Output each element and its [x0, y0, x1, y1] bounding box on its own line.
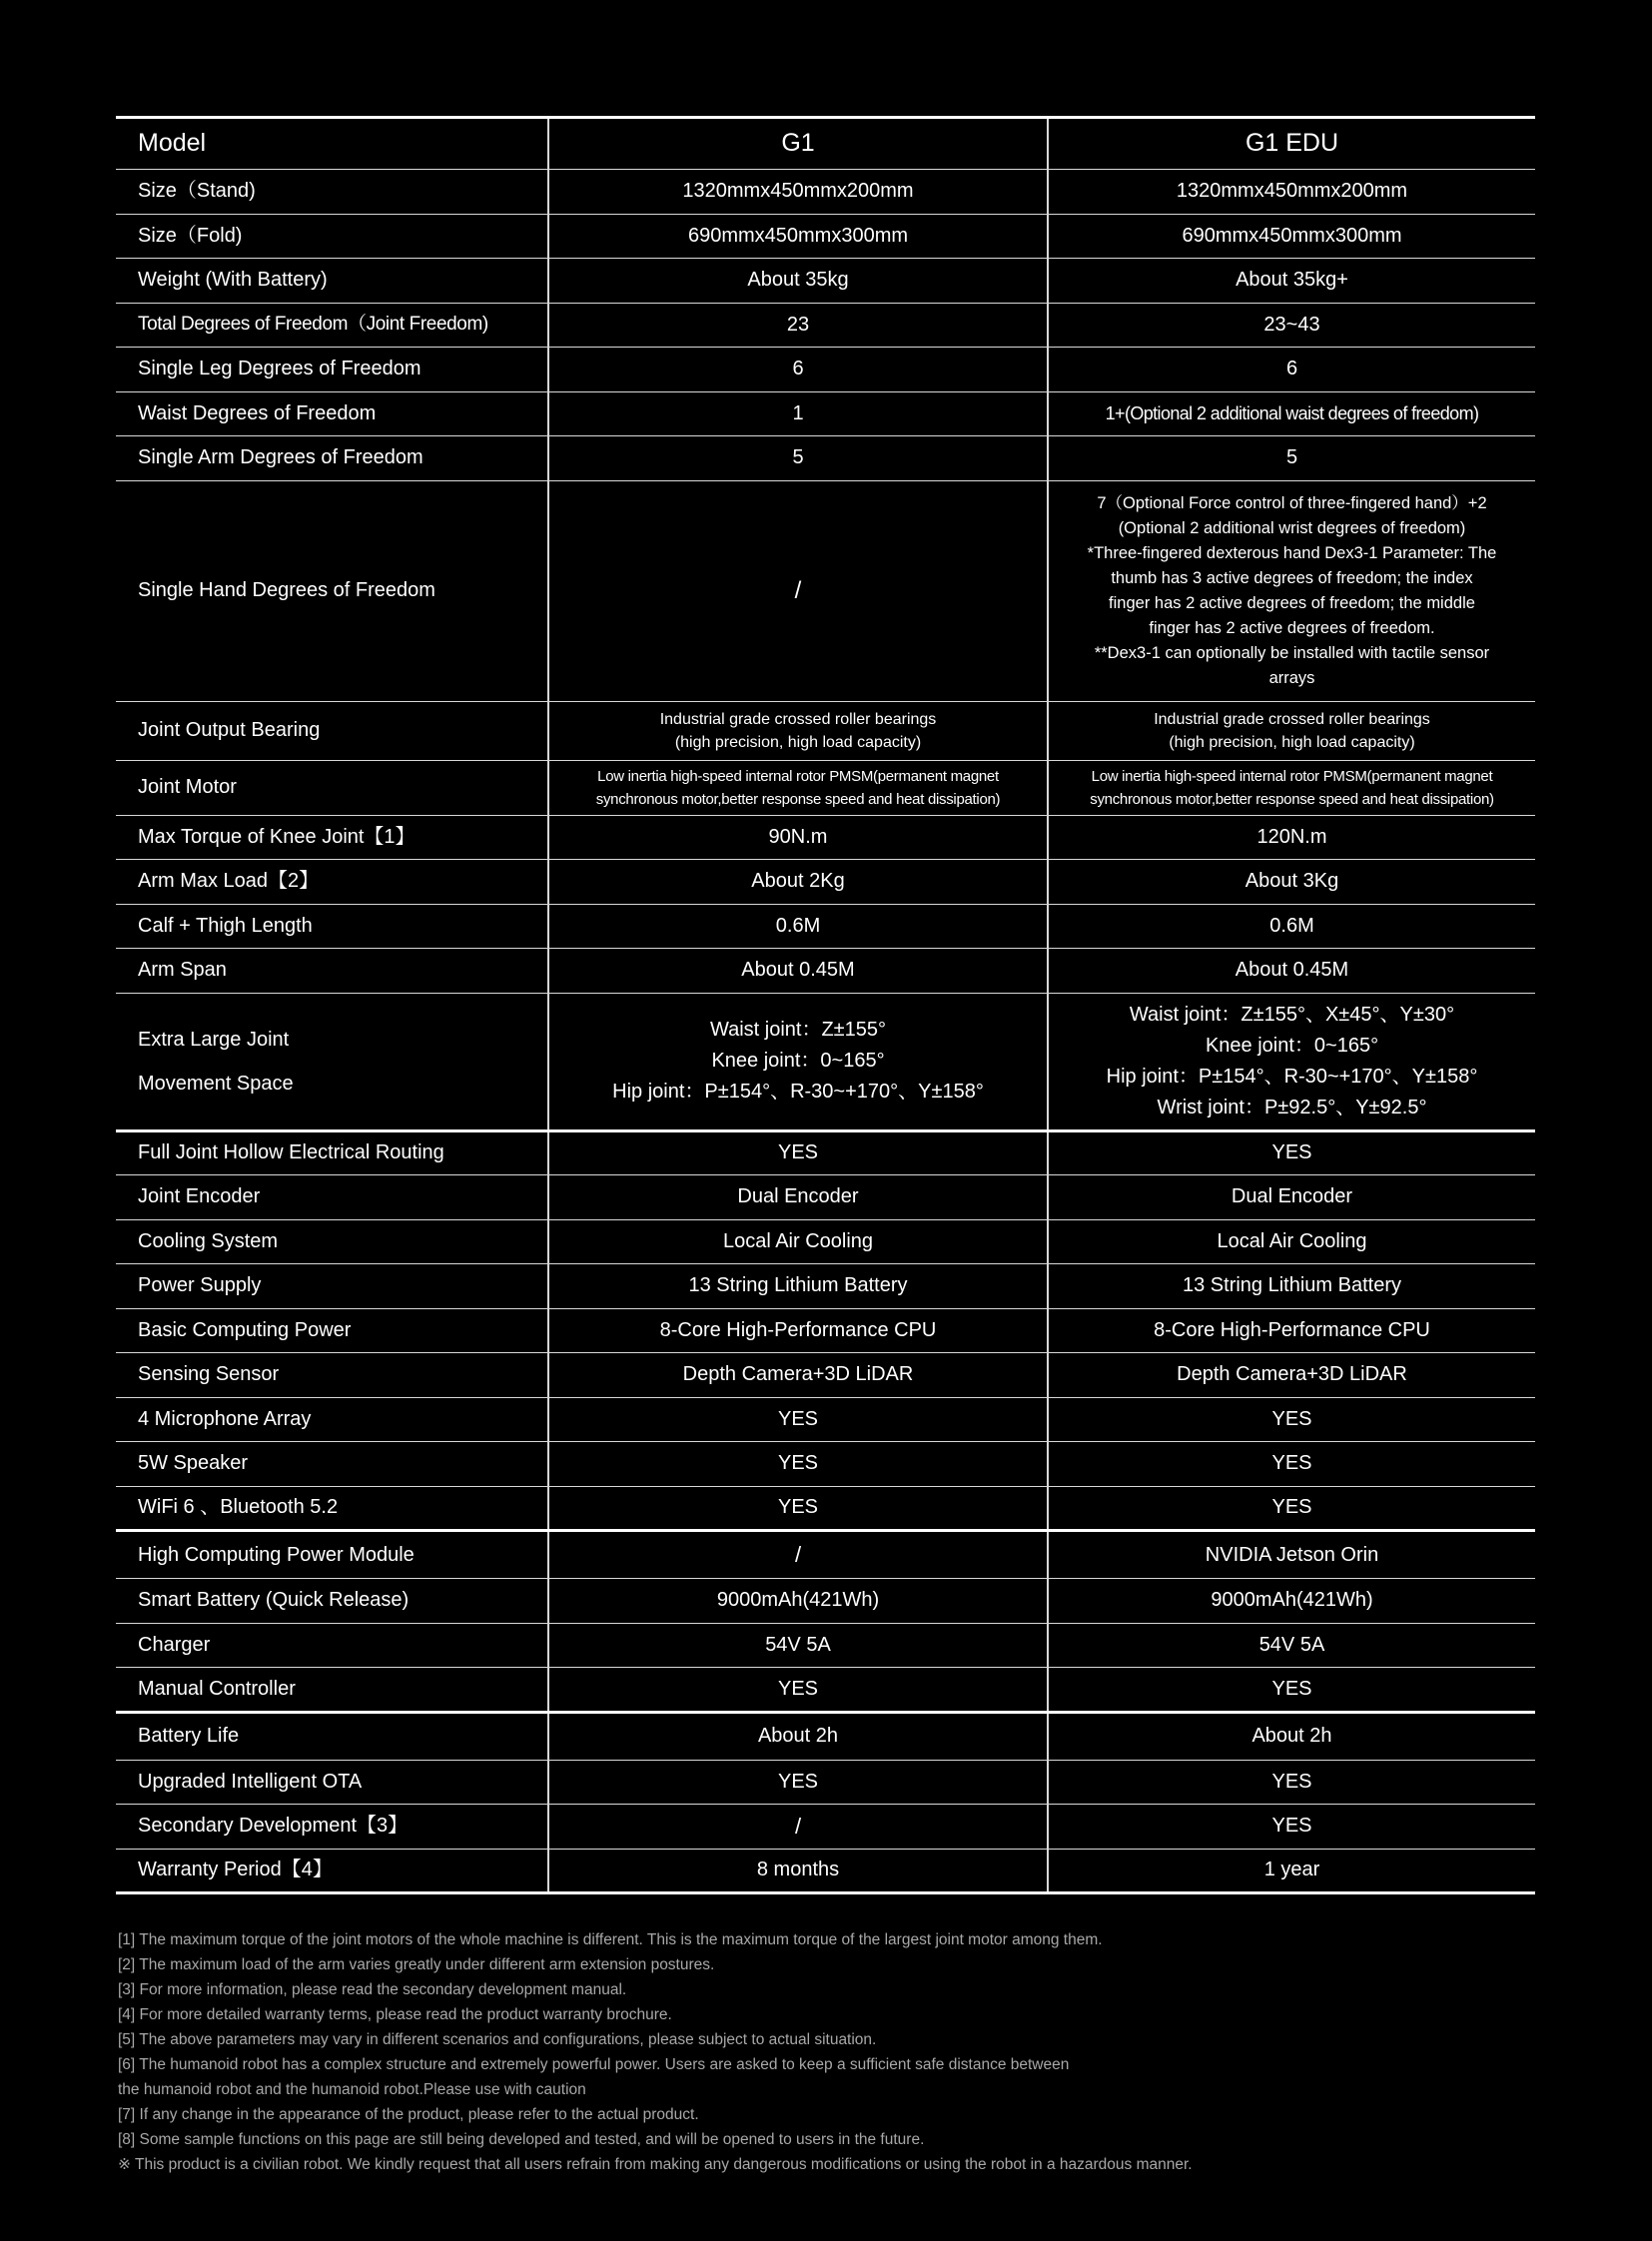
footnote: [4] For more detailed warranty terms, please read the product warranty brochure. — [118, 2006, 672, 2023]
g1-value: Depth Camera+3D LiDAR — [548, 1353, 1048, 1398]
g1-value: YES — [548, 1668, 1048, 1713]
header-row — [116, 118, 1535, 170]
cell-line: Hip joint：P±154°、R-30~+170°、Y±158° — [612, 1081, 984, 1103]
g1-value: 23 — [548, 303, 1048, 348]
edu-value: YES — [1048, 1442, 1535, 1487]
header-g1-edu: G1 EDU — [1048, 118, 1535, 170]
edu-value: About 35kg+ — [1048, 259, 1535, 304]
g1-value: 5 — [548, 436, 1048, 481]
cell-line: Low inertia high-speed internal rotor PMSM(permanent magnet — [1091, 767, 1493, 785]
edu-value: About 2h — [1048, 1712, 1535, 1760]
row-label: Single Hand Degrees of Freedom — [116, 480, 548, 701]
g1-value — [548, 701, 1048, 760]
edu-value: 23~43 — [1048, 303, 1535, 348]
edu-value: Local Air Cooling — [1048, 1219, 1535, 1264]
cell-line: *Three-fingered dexterous hand Dex3-1 Parameter: The — [1087, 543, 1497, 562]
table-row — [116, 993, 1535, 1130]
edu-value — [1048, 701, 1535, 760]
g1-value: 1320mmx450mmx200mm — [548, 170, 1048, 215]
table-row — [116, 436, 1535, 481]
footnotes — [118, 1927, 1416, 2177]
footnote: [8] Some sample functions on this page are still being developed and tested, and will be opened to users in the future. — [118, 2131, 925, 2148]
edu-value: 9000mAh(421Wh) — [1048, 1579, 1535, 1624]
header-model: Model — [116, 118, 548, 170]
edu-value: NVIDIA Jetson Orin — [1048, 1531, 1535, 1579]
g1-value: 13 String Lithium Battery — [548, 1264, 1048, 1309]
g1-value: 54V 5A — [548, 1623, 1048, 1668]
row-label: Arm Span — [116, 949, 548, 994]
table-row — [116, 1849, 1535, 1893]
g1-value: 8 months — [548, 1849, 1048, 1893]
cell-line: Wrist joint：P±92.5°、Y±92.5° — [1157, 1096, 1427, 1119]
g1-value: 90N.m — [548, 815, 1048, 860]
edu-value: Dual Encoder — [1048, 1175, 1535, 1220]
row-label: Size（Stand) — [116, 170, 548, 215]
edu-value: About 3Kg — [1048, 860, 1535, 905]
edu-value: About 0.45M — [1048, 949, 1535, 994]
table-row — [116, 1579, 1535, 1624]
row-label: Power Supply — [116, 1264, 548, 1309]
footnote-warning: ※ This product is a civilian robot. We kindly request that all users refrain from making any dangerous modifications or using the robot in a hazardous manner. — [118, 2156, 1193, 2173]
table-row — [116, 391, 1535, 436]
table-row — [116, 760, 1535, 815]
cell-line: (high precision, high load capacity) — [674, 733, 922, 751]
table-row — [116, 1486, 1535, 1531]
row-label: Joint Output Bearing — [116, 701, 548, 760]
footnote: the humanoid robot and the humanoid robot.Please use with caution — [118, 2081, 586, 2098]
cell-line: Waist joint：Z±155° — [709, 1019, 887, 1041]
table-row — [116, 1442, 1535, 1487]
footnote: [5] The above parameters may vary in different scenarios and configurations, please subject to actual situation. — [118, 2031, 877, 2048]
table-row — [116, 1175, 1535, 1220]
g1-value — [548, 760, 1048, 815]
cell-line: Waist joint：Z±155°、X±45°、Y±30° — [1129, 1003, 1455, 1026]
table-row — [116, 303, 1535, 348]
g1-value: / — [548, 1531, 1048, 1579]
edu-value: 6 — [1048, 348, 1535, 392]
row-label — [116, 993, 548, 1130]
table-row — [116, 1397, 1535, 1442]
g1-value: 9000mAh(421Wh) — [548, 1579, 1048, 1624]
edu-value: YES — [1048, 1397, 1535, 1442]
edu-value: 5 — [1048, 436, 1535, 481]
g1-value: Local Air Cooling — [548, 1219, 1048, 1264]
g1-value: YES — [548, 1760, 1048, 1805]
row-label-line: Movement Space — [138, 1072, 294, 1095]
cell-line: Knee joint：0~165° — [1205, 1034, 1379, 1057]
footnote: [3] For more information, please read the secondary development manual. — [118, 1981, 627, 1998]
g1-value: About 2h — [548, 1712, 1048, 1760]
cell-line: Low inertia high-speed internal rotor PMSM(permanent magnet — [597, 767, 999, 785]
cell-line: Industrial grade crossed roller bearings — [1154, 710, 1430, 728]
table-row — [116, 1130, 1535, 1175]
row-label: Single Arm Degrees of Freedom — [116, 436, 548, 481]
table-row — [116, 1308, 1535, 1353]
cell-line: (Optional 2 additional wrist degrees of freedom) — [1118, 518, 1466, 537]
row-label: Cooling System — [116, 1219, 548, 1264]
row-label: High Computing Power Module — [116, 1531, 548, 1579]
table-row — [116, 1219, 1535, 1264]
row-label: Size（Fold) — [116, 214, 548, 259]
edu-value: 120N.m — [1048, 815, 1535, 860]
row-label: Max Torque of Knee Joint【1】 — [116, 815, 548, 860]
table-row — [116, 904, 1535, 949]
edu-value — [1048, 760, 1535, 815]
row-label: Total Degrees of Freedom（Joint Freedom) — [116, 303, 548, 348]
edu-value: 0.6M — [1048, 904, 1535, 949]
g1-value: 1 — [548, 391, 1048, 436]
row-label: 5W Speaker — [116, 1442, 548, 1487]
g1-value: Dual Encoder — [548, 1175, 1048, 1220]
cell-line: **Dex3-1 can optionally be installed with tactile sensor — [1094, 643, 1490, 662]
cell-line: synchronous motor,better response speed and heat dissipation) — [1090, 790, 1494, 808]
footnote: [2] The maximum load of the arm varies greatly under different arm extension postures. — [118, 1956, 715, 1973]
table-row — [116, 1264, 1535, 1309]
g1-value — [548, 993, 1048, 1130]
table-row — [116, 480, 1535, 701]
row-label: Full Joint Hollow Electrical Routing — [116, 1130, 548, 1175]
edu-value: YES — [1048, 1668, 1535, 1713]
edu-value: 13 String Lithium Battery — [1048, 1264, 1535, 1309]
g1-value: YES — [548, 1397, 1048, 1442]
table-row — [116, 259, 1535, 304]
row-label: Warranty Period【4】 — [116, 1849, 548, 1893]
edu-value: 54V 5A — [1048, 1623, 1535, 1668]
g1-value: About 35kg — [548, 259, 1048, 304]
row-label: 4 Microphone Array — [116, 1397, 548, 1442]
table-row — [116, 1531, 1535, 1579]
g1-value: 0.6M — [548, 904, 1048, 949]
cell-line: Industrial grade crossed roller bearings — [659, 710, 937, 728]
row-label: Smart Battery (Quick Release) — [116, 1579, 548, 1624]
table-row — [116, 1712, 1535, 1760]
edu-value: YES — [1048, 1760, 1535, 1805]
row-label: Joint Encoder — [116, 1175, 548, 1220]
table-row — [116, 348, 1535, 392]
row-label: Arm Max Load【2】 — [116, 860, 548, 905]
row-label: Weight (With Battery) — [116, 259, 548, 304]
cell-line: finger has 2 active degrees of freedom; the middle — [1109, 593, 1475, 612]
edu-value: 1+(Optional 2 additional waist degrees of freedom) — [1048, 391, 1535, 436]
table-row — [116, 701, 1535, 760]
cell-line: thumb has 3 active degrees of freedom; the index — [1111, 568, 1473, 587]
g1-value: / — [548, 480, 1048, 701]
row-label: Battery Life — [116, 1712, 548, 1760]
table-row — [116, 1805, 1535, 1850]
edu-value — [1048, 480, 1535, 701]
row-label: Joint Motor — [116, 760, 548, 815]
row-label: Basic Computing Power — [116, 1308, 548, 1353]
table-row — [116, 1623, 1535, 1668]
g1-value: YES — [548, 1442, 1048, 1487]
table-row — [116, 860, 1535, 905]
table-row — [116, 1353, 1535, 1398]
g1-value: 8-Core High-Performance CPU — [548, 1308, 1048, 1353]
edu-value: 1320mmx450mmx200mm — [1048, 170, 1535, 215]
edu-value: 8-Core High-Performance CPU — [1048, 1308, 1535, 1353]
edu-value: Depth Camera+3D LiDAR — [1048, 1353, 1535, 1398]
row-label: Upgraded Intelligent OTA — [116, 1760, 548, 1805]
cell-line: (high precision, high load capacity) — [1169, 733, 1415, 751]
table-row — [116, 170, 1535, 215]
g1-value: 6 — [548, 348, 1048, 392]
g1-value: YES — [548, 1130, 1048, 1175]
header-g1: G1 — [548, 118, 1048, 170]
row-label: Waist Degrees of Freedom — [116, 391, 548, 436]
g1-value: / — [548, 1805, 1048, 1850]
row-label: Single Leg Degrees of Freedom — [116, 348, 548, 392]
cell-line: arrays — [1268, 668, 1315, 687]
edu-value: YES — [1048, 1805, 1535, 1850]
g1-value: About 0.45M — [548, 949, 1048, 994]
edu-value: YES — [1048, 1486, 1535, 1531]
cell-line: 7（Optional Force control of three-fingered hand）+2 — [1097, 493, 1487, 512]
row-label: WiFi 6 、Bluetooth 5.2 — [116, 1486, 548, 1531]
table-row — [116, 1668, 1535, 1713]
row-label: Charger — [116, 1623, 548, 1668]
row-label-line: Extra Large Joint — [138, 1028, 290, 1051]
footnote: [1] The maximum torque of the joint motors of the whole machine is different. This is the maximum torque of the largest joint motor among them. — [118, 1931, 1103, 1948]
row-label: Sensing Sensor — [116, 1353, 548, 1398]
table-row — [116, 214, 1535, 259]
g1-value: YES — [548, 1486, 1048, 1531]
row-label: Calf + Thigh Length — [116, 904, 548, 949]
g1-value: 690mmx450mmx300mm — [548, 214, 1048, 259]
footnote: [7] If any change in the appearance of the product, please refer to the actual product. — [118, 2106, 699, 2123]
g1-value: About 2Kg — [548, 860, 1048, 905]
spec-table — [116, 116, 1535, 1894]
table-row — [116, 949, 1535, 994]
cell-line: synchronous motor,better response speed and heat dissipation) — [595, 790, 1001, 808]
table-row — [116, 815, 1535, 860]
cell-line: finger has 2 active degrees of freedom. — [1149, 618, 1435, 637]
table-row — [116, 1760, 1535, 1805]
edu-value: 1 year — [1048, 1849, 1535, 1893]
row-label: Secondary Development【3】 — [116, 1805, 548, 1850]
edu-value: YES — [1048, 1130, 1535, 1175]
cell-line: Knee joint：0~165° — [711, 1050, 885, 1072]
edu-value — [1048, 993, 1535, 1130]
footnote: [6] The humanoid robot has a complex structure and extremely powerful power. Users are asked to keep a sufficient safe distance between — [118, 2056, 1070, 2073]
row-label: Manual Controller — [116, 1668, 548, 1713]
cell-line: Hip joint：P±154°、R-30~+170°、Y±158° — [1106, 1065, 1478, 1088]
edu-value: 690mmx450mmx300mm — [1048, 214, 1535, 259]
